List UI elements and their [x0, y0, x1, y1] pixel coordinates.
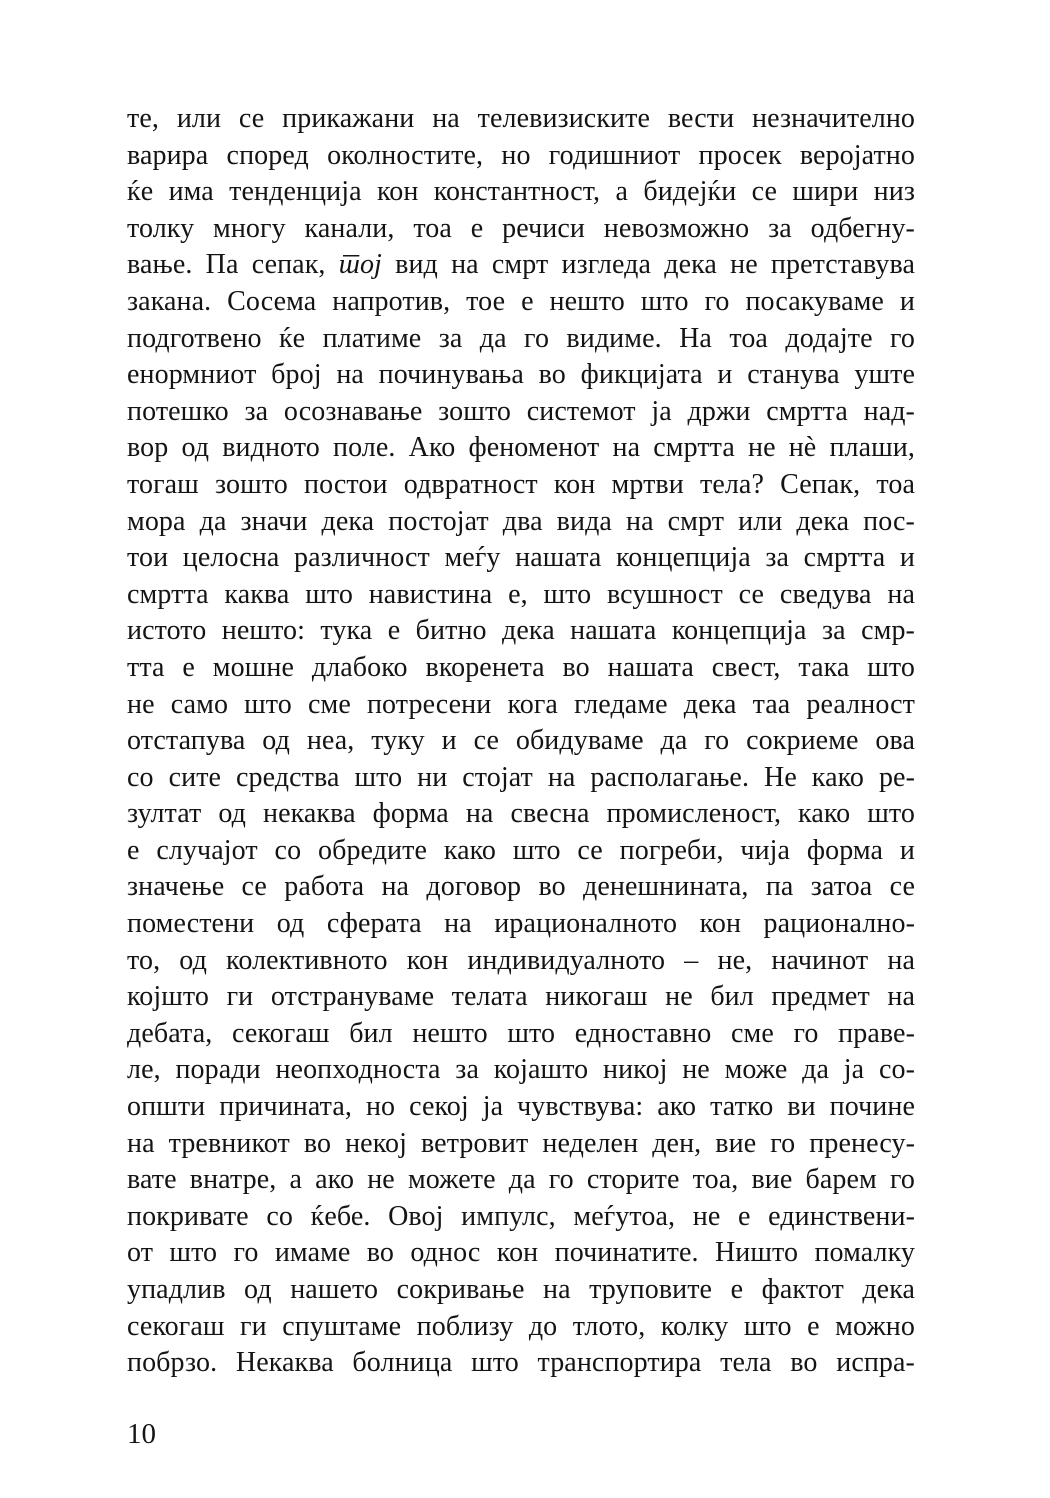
text-line — [127, 430, 915, 467]
text-line — [127, 1126, 915, 1163]
text-segment: ле, поради неопходноста за којашто никој не може да ја со- — [127, 1054, 915, 1086]
text-segment: покривате со ќебе. Овој импулс, меѓутоа, не е единствени- — [127, 1200, 915, 1232]
text-segment: смртта каква што навистина е, што всушност се сведува на — [127, 578, 915, 610]
text-line — [127, 394, 915, 431]
text-segment: не само што сме потресени кога гледаме дека таа реалност — [127, 688, 915, 720]
text-line — [127, 1016, 915, 1053]
text-segment: тогаш зошто постои одвратност кон мртви тела? Сепак, тоа — [127, 468, 915, 500]
text-line — [127, 723, 915, 760]
text-segment: тта е мошне длабоко вкоренета во нашата свест, така што — [127, 651, 915, 683]
text-line — [127, 650, 915, 687]
text-segment: дебата, секогаш бил нешто што едноставно сме го праве- — [127, 1017, 915, 1049]
text-segment: тои целосна различност меѓу нашата концепција за смртта и — [127, 542, 915, 574]
text-line — [127, 1309, 915, 1346]
text-segment: поместени од сферата на ирационалното кон рационално- — [127, 908, 915, 940]
text-line — [127, 1235, 915, 1272]
text-segment: толку многу канали, тоа е речиси невозможно за одбегну- — [127, 212, 915, 244]
text-segment: варира според околностите, но годишниот просек веројатно — [127, 139, 915, 171]
text-segment: от што го имаме во однос кон починатите. Ништо помалку — [127, 1237, 915, 1269]
text-line — [127, 284, 915, 321]
text-segment: те, или се прикажани на телевизиските вести незначително — [127, 103, 915, 134]
text-line — [127, 1162, 915, 1199]
text-segment: вор од видното поле. Ако феноменот на смртта не нè плаши, — [127, 432, 915, 464]
text-line — [127, 796, 915, 833]
italic-text: тој — [338, 249, 382, 281]
text-line — [127, 577, 915, 614]
text-segment: енормниот број на починувања во фикцијата и станува уште — [127, 359, 915, 391]
text-line — [127, 1345, 915, 1382]
text-line — [127, 540, 915, 577]
text-segment: значење се работа на договор во денешнината, па затоа се — [127, 871, 915, 903]
text-segment: којшто ги отстрануваме телата никогаш не бил предмет на — [127, 981, 915, 1013]
text-line — [127, 613, 915, 650]
text-segment: вид на смрт изгледа дека не претставува — [381, 249, 915, 281]
text-segment: истото нешто: тука е битно дека нашата концепција за смр- — [127, 615, 915, 647]
text-line — [127, 833, 915, 870]
text-segment: вање. Па сепак, — [127, 249, 339, 281]
text-segment: потешко за осознавање зошто системот ја држи смртта над- — [127, 395, 915, 427]
text-segment: закана. Сосема напротив, тое е нешто што го посакуваме и — [127, 285, 915, 317]
text-segment: вате внатре, а ако не можете да го сторите тоа, вие барем го — [127, 1164, 915, 1196]
text-line — [127, 1089, 915, 1126]
text-segment: зултат од некаква форма на свесна промисленост, како што — [127, 798, 915, 830]
text-segment: со сите средства што ни стојат на располагање. Не како ре- — [127, 761, 915, 793]
text-line — [127, 101, 915, 138]
text-line — [127, 979, 915, 1016]
text-line — [127, 138, 915, 175]
text-segment: то, од колективното кон индивидуалното – не, начинот на — [127, 944, 915, 976]
page-number: 10 — [127, 1418, 156, 1450]
text-line — [127, 174, 915, 211]
text-line — [127, 1199, 915, 1236]
text-line — [127, 906, 915, 943]
text-line — [127, 1272, 915, 1309]
text-line — [127, 869, 915, 906]
text-segment: побрзо. Некаква болница што транспортира тела во испра- — [127, 1347, 915, 1379]
text-segment: мора да значи дека постојат два вида на смрт или дека пос- — [127, 505, 915, 537]
text-line — [127, 504, 915, 541]
text-segment: е случајот со обредите како што се погреби, чија форма и — [127, 834, 915, 866]
text-segment: на тревникот во некој ветровит неделен ден, вие го пренесу- — [127, 1127, 915, 1159]
text-segment: отстапува од неа, туку и се обидуваме да го сокриеме ова — [127, 725, 915, 757]
text-line — [127, 321, 915, 358]
text-segment: општи причината, но секој ја чувствува: ако татко ви почине — [127, 1091, 915, 1123]
text-segment: подготвено ќе платиме за да го видиме. На тоа додајте го — [127, 322, 915, 354]
text-line — [127, 943, 915, 980]
text-line — [127, 1052, 915, 1089]
text-segment: ќе има тенденција кон константност, а бидејќи се шири низ — [127, 176, 915, 208]
text-line — [127, 247, 915, 284]
body-text — [127, 101, 915, 1382]
text-line — [127, 467, 915, 504]
text-segment: секогаш ги спуштаме поблизу до тлото, колку што е можно — [127, 1310, 915, 1342]
text-line — [127, 687, 915, 724]
text-line — [127, 760, 915, 797]
text-line — [127, 211, 915, 248]
text-segment: упадлив од нашето сокривање на труповите е фактот дека — [127, 1274, 915, 1305]
text-line — [127, 357, 915, 394]
